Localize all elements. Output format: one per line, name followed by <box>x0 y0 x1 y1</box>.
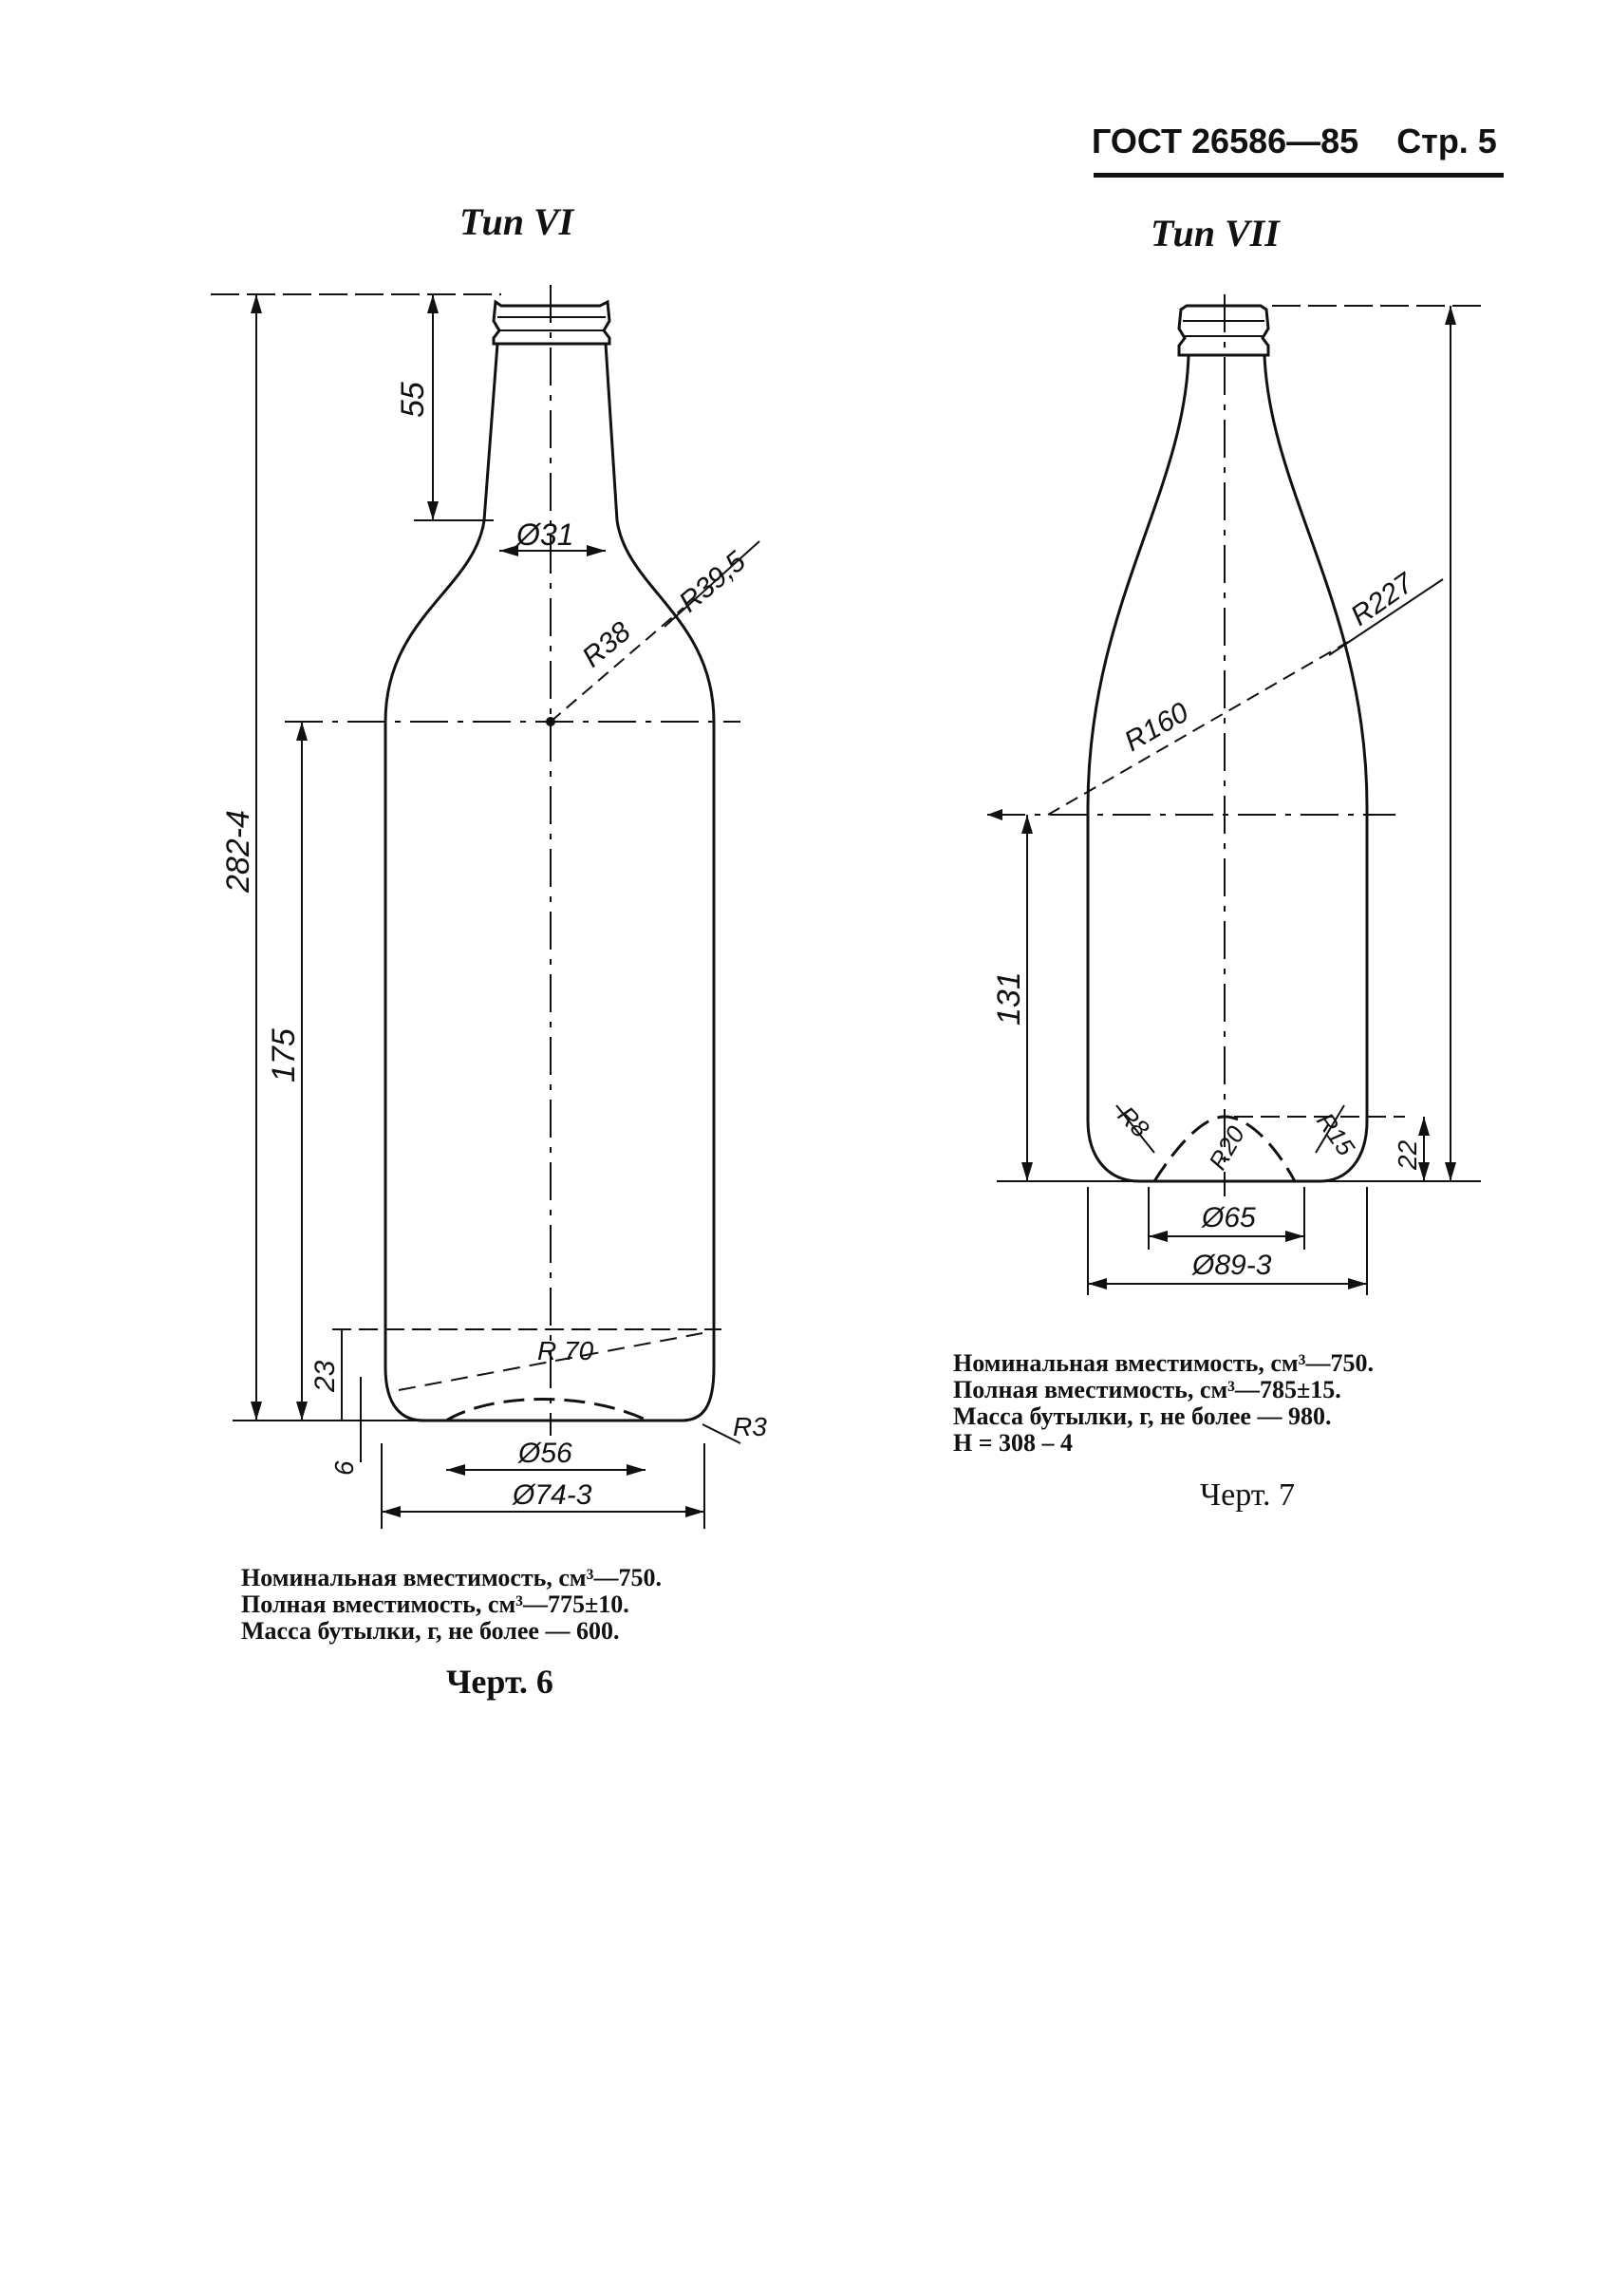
dim7-base-diameter: Ø65 <box>1202 1202 1256 1233</box>
figure7-notes <box>953 1350 1374 1457</box>
figure7-type-title: Тип VII <box>1151 212 1280 254</box>
figure7-note: Номинальная вместимость, см³—750. <box>953 1349 1374 1377</box>
dim7-bottom-height: 22 <box>1393 1139 1422 1170</box>
dim-height-total: 282-4 <box>220 810 256 893</box>
dim-corner-radius: R 70 <box>537 1336 594 1365</box>
figure7-note: H = 308 – 4 <box>953 1429 1074 1457</box>
dim-edge-radius: R3 <box>733 1412 767 1441</box>
dim7-base-radius-2: R20 <box>1203 1120 1251 1175</box>
figure6-type-title: Тип VI <box>459 200 574 243</box>
dim-shoulder-radius-inner: R38 <box>576 615 637 674</box>
dim-base-height: 6 <box>329 1460 359 1476</box>
dim7-shoulder-radius-outer: R227 <box>1345 567 1419 632</box>
figure7-note: Масса бутылки, г, не более — 980. <box>953 1402 1332 1430</box>
figure6-notes <box>241 1565 662 1645</box>
dim7-base-radius-1: R8 <box>1112 1101 1155 1143</box>
figure6-note: Масса бутылки, г, не более — 600. <box>241 1617 620 1645</box>
dim-body-diameter: Ø74-3 <box>513 1479 592 1511</box>
dim-neck-height: 55 <box>395 382 431 418</box>
figure7-caption: Черт. 7 <box>1200 1477 1296 1513</box>
dim7-body-height: 131 <box>991 971 1027 1026</box>
figure7-note: Полная вместимость, см³—785±15. <box>953 1376 1341 1403</box>
dim-neck-diameter: Ø31 <box>516 518 574 552</box>
dim-body-height: 175 <box>266 1028 302 1082</box>
figure6-note: Полная вместимость, см³—775±10. <box>241 1590 629 1618</box>
figure6-note: Номинальная вместимость, см³—750. <box>241 1564 662 1591</box>
standard-number: ГОСТ 26586—85 <box>1092 122 1359 160</box>
dim-bottom-height: 23 <box>309 1360 341 1392</box>
dim-shoulder-radius-outer: R39,5 <box>673 545 752 619</box>
dim7-body-diameter: Ø89-3 <box>1192 1250 1272 1281</box>
dim7-shoulder-radius-inner: R160 <box>1119 696 1194 759</box>
bottle-type-vi <box>211 285 759 1529</box>
dim7-base-radius-3: R15 <box>1311 1107 1361 1161</box>
page-number: Стр. 5 <box>1396 122 1497 160</box>
figure6-caption: Черт. 6 <box>446 1663 553 1701</box>
dim-base-diameter: Ø56 <box>518 1438 572 1469</box>
